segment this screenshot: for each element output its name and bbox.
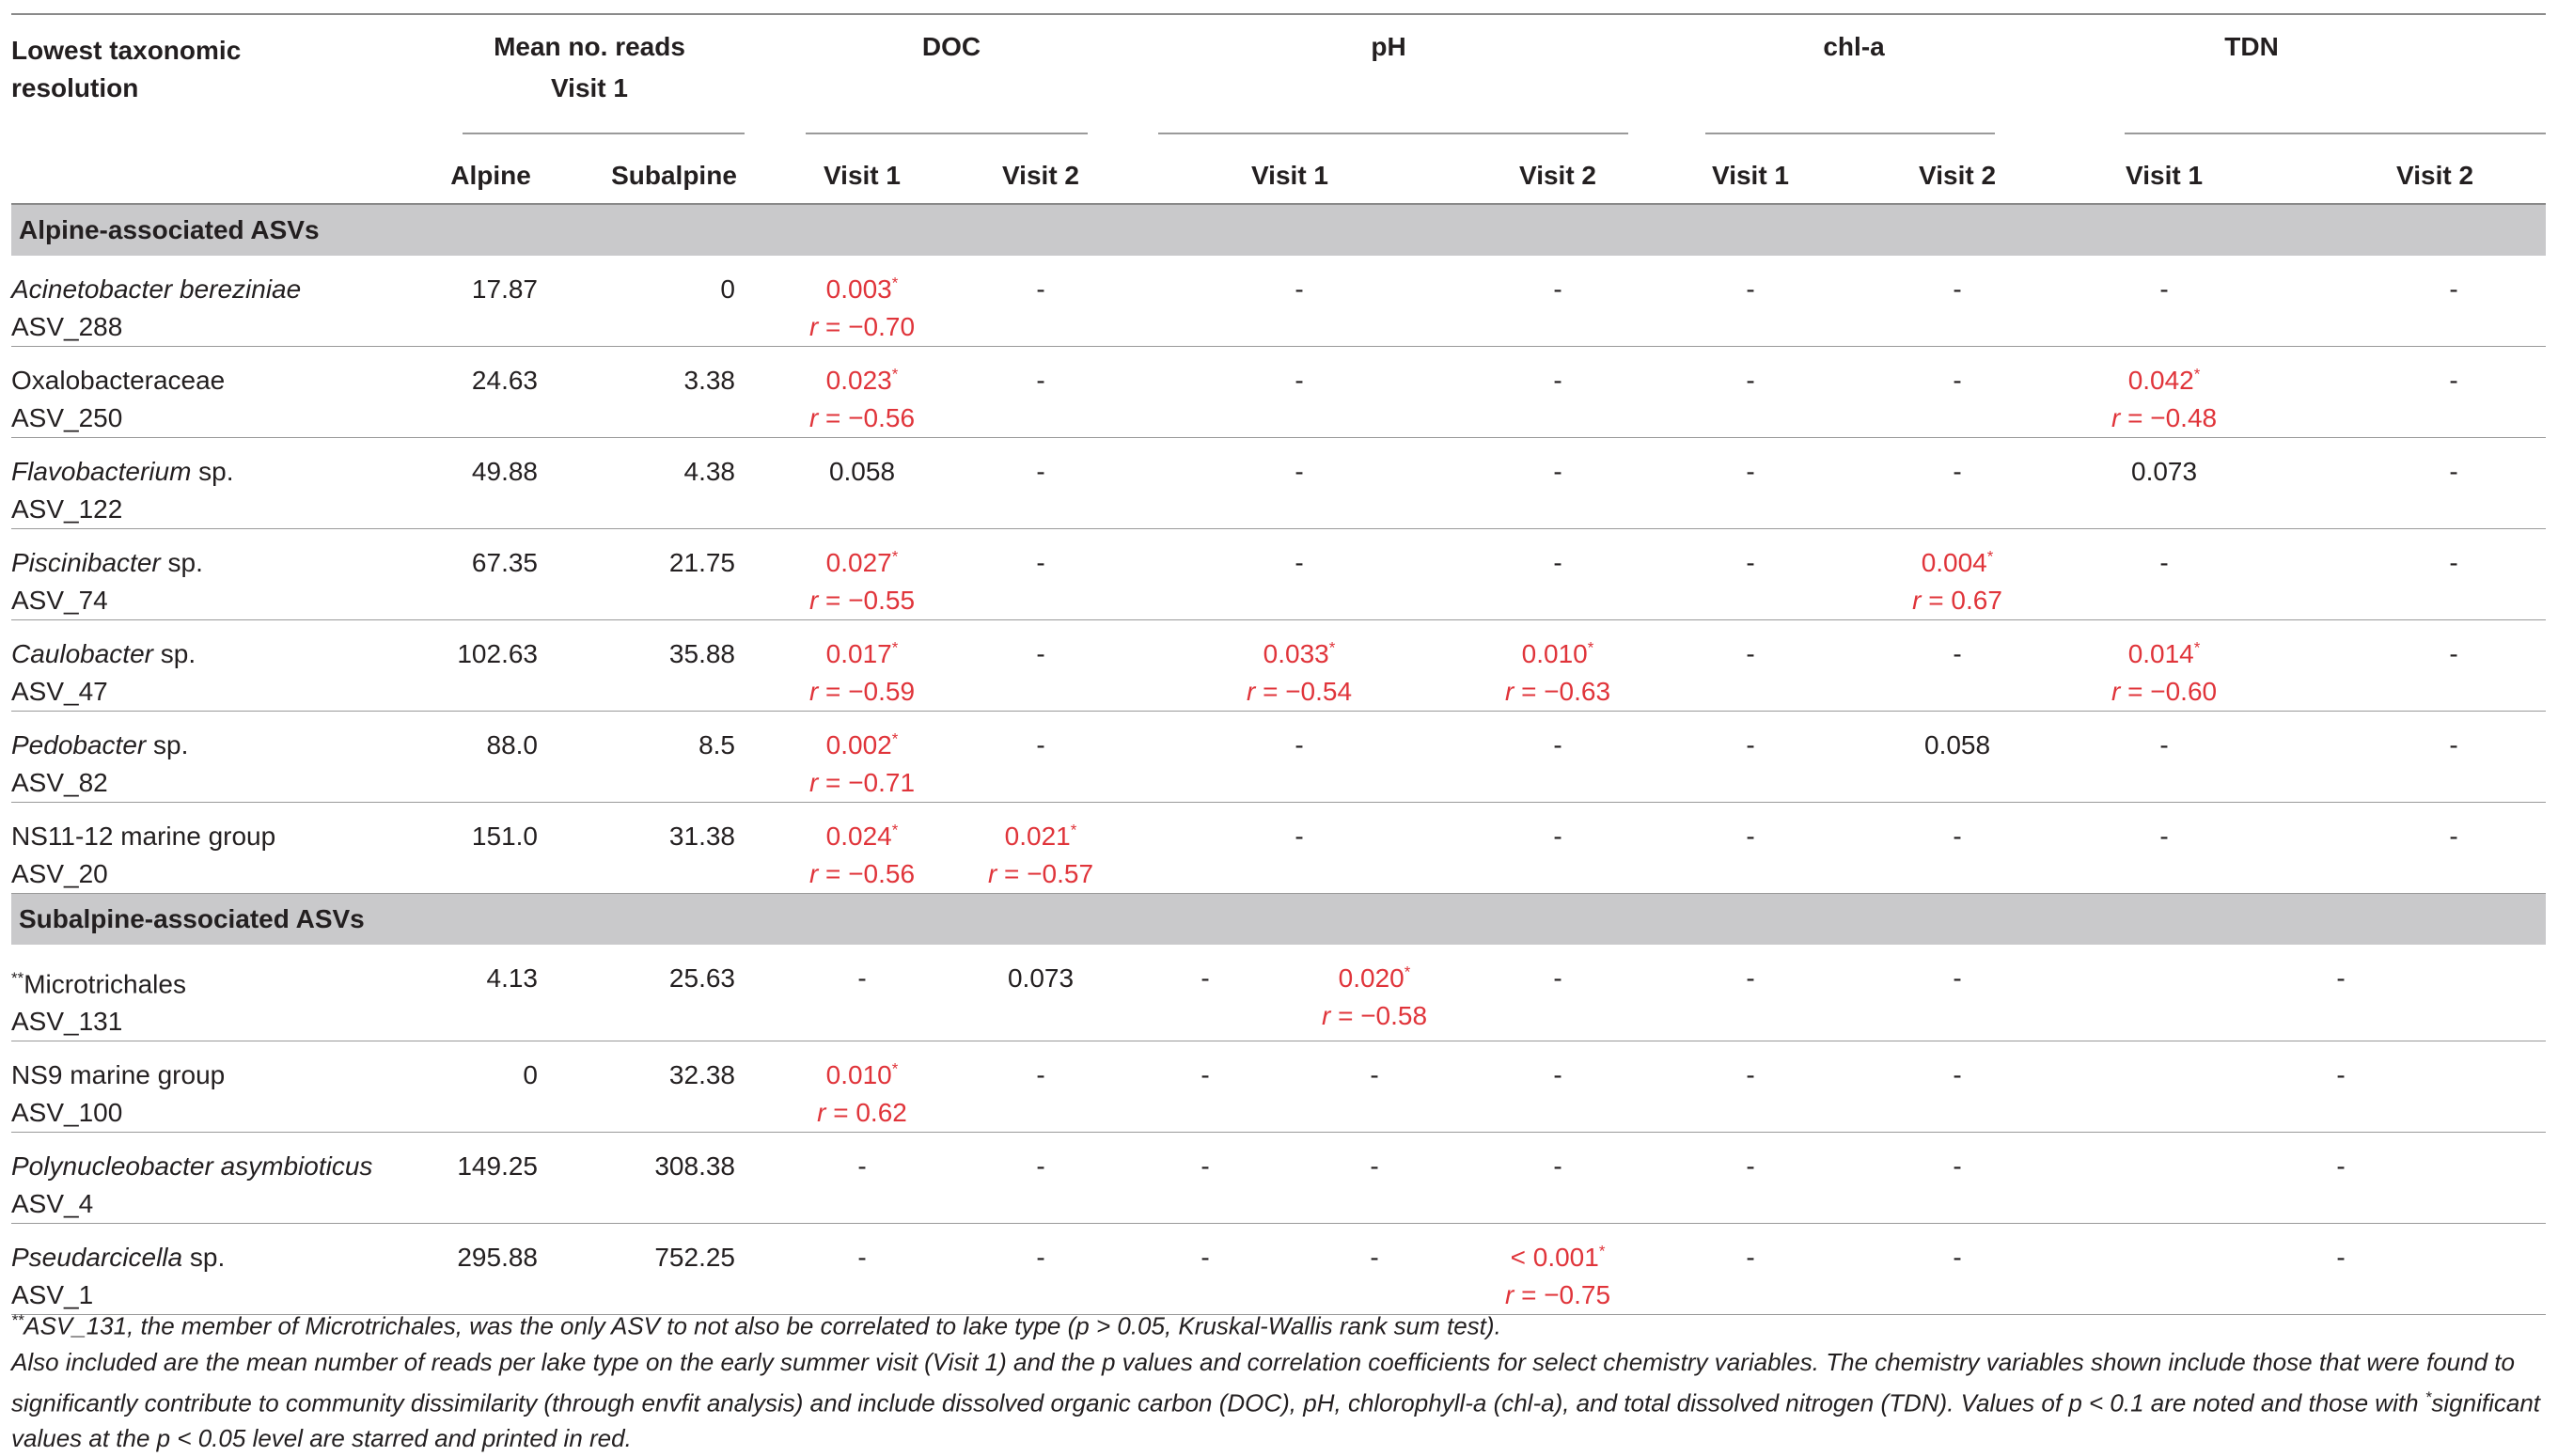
doc-visit1: [773, 1041, 951, 1133]
ph-visit1: -: [1130, 803, 1468, 894]
chla-visit1: -: [1647, 620, 1854, 712]
doc-visit1: [773, 529, 951, 620]
ph-col2: -: [1280, 1224, 1468, 1315]
r-value: r = −0.60: [2111, 677, 2218, 706]
asv-id: ASV_100: [11, 1098, 123, 1128]
taxon-name: Caulobacter sp.: [11, 639, 196, 668]
ph-col1: -: [1130, 1224, 1280, 1315]
data-table: [11, 13, 2546, 1315]
asv-id: ASV_20: [11, 859, 108, 888]
ph-visit2-subheader: Visit 2: [1468, 134, 1647, 204]
r-value: r = −0.56: [808, 859, 916, 888]
ph-col3: [1468, 1224, 1647, 1315]
doc-visit1: [773, 620, 951, 712]
subalpine-reads: 31.38: [575, 803, 773, 894]
alpine-reads: 88.0: [406, 712, 575, 803]
doc-visit2: -: [951, 438, 1130, 529]
ph-visit1: -: [1130, 347, 1468, 438]
doc-visit1: [773, 712, 951, 803]
subalpine-reads: 21.75: [575, 529, 773, 620]
subalpine-reads: 0: [575, 256, 773, 347]
taxon-name: NS9 marine group: [11, 1060, 226, 1090]
significance-star: *: [1404, 963, 1411, 981]
significance-star: *: [2193, 365, 2201, 384]
taxon-cell: [11, 620, 406, 712]
ph-visit1: -: [1130, 529, 1468, 620]
p-value: < 0.001*: [1510, 1243, 1606, 1273]
p-value: 0.004*: [1921, 547, 1994, 577]
chla-visit2: -: [1854, 347, 2061, 438]
taxon-cell: [11, 1224, 406, 1315]
p-value: 0.002*: [825, 729, 899, 759]
taxon-cell: [11, 945, 406, 1041]
r-value: r = −0.58: [1321, 1001, 1428, 1030]
section-header-subalpine: Subalpine-associated ASVs: [11, 894, 2546, 946]
mean-reads-header: Mean no. reads Visit 1: [406, 14, 773, 134]
subalpine-subheader: Subalpine: [575, 134, 773, 204]
table-row: [11, 712, 2546, 803]
chla-visit1: -: [1647, 1041, 1854, 1133]
chla-visit2: 0.058: [1854, 712, 2061, 803]
subalpine-reads: 3.38: [575, 347, 773, 438]
doc-visit1: [773, 803, 951, 894]
ph-col1: -: [1130, 1041, 1280, 1133]
chla-header: chl-a: [1647, 14, 2061, 134]
chla-visit2-subheader: Visit 2: [1854, 134, 2061, 204]
r-value: r = −0.63: [1504, 677, 1611, 706]
p-value: 0.003*: [825, 274, 899, 304]
tdn-visit2: -: [2268, 712, 2546, 803]
tdn-visit2-subheader: Visit 2: [2268, 134, 2546, 204]
doc-visit2: -: [951, 529, 1130, 620]
subalpine-reads: 308.38: [575, 1133, 773, 1224]
tdn-visit2: -: [2268, 620, 2546, 712]
r-value: r = −0.70: [808, 312, 916, 341]
empty-subheader: [11, 134, 406, 204]
alpine-reads: 0: [406, 1041, 575, 1133]
r-value: r = −0.71: [808, 768, 916, 797]
ph-visit2: -: [1468, 529, 1647, 620]
ph-col2: -: [1280, 1041, 1468, 1133]
significance-star: *: [1598, 1243, 1606, 1260]
table-row: [11, 529, 2546, 620]
tdn-visit1: -: [2061, 256, 2268, 347]
p-value: 0.017*: [825, 638, 899, 668]
alpine-reads: 151.0: [406, 803, 575, 894]
taxon-name: Flavobacterium sp.: [11, 457, 234, 486]
table-container: [11, 13, 2546, 1315]
taxon-cell: [11, 712, 406, 803]
chla-visit2: [1854, 529, 2061, 620]
table-row: [11, 347, 2546, 438]
doc-visit1: [773, 256, 951, 347]
table-row: [11, 256, 2546, 347]
alpine-reads: 149.25: [406, 1133, 575, 1224]
taxon-name: Pedobacter sp.: [11, 730, 189, 759]
header-row: [11, 14, 2546, 134]
tdn-visit1: [2061, 620, 2268, 712]
chla-visit2: -: [1854, 1041, 2061, 1133]
tdn-value: -: [2061, 945, 2546, 1041]
ph-col3: -: [1468, 1041, 1647, 1133]
significance-star: *: [891, 1060, 899, 1078]
doc-visit1: -: [773, 945, 951, 1041]
r-value: r = −0.57: [987, 859, 1094, 888]
r-value: r = −0.54: [1246, 677, 1353, 706]
chla-visit1: -: [1647, 1133, 1854, 1224]
taxon-name: NS11-12 marine group: [11, 822, 276, 851]
asv-id: ASV_250: [11, 403, 123, 432]
ph-visit1: [1130, 620, 1468, 712]
r-value: r = 0.62: [817, 1098, 907, 1128]
ph-visit1: -: [1130, 438, 1468, 529]
subalpine-reads: 35.88: [575, 620, 773, 712]
doc-visit1: [773, 347, 951, 438]
significance-star: *: [891, 274, 899, 292]
table-row: [11, 620, 2546, 712]
asv-id: ASV_47: [11, 677, 108, 706]
subalpine-reads: 25.63: [575, 945, 773, 1041]
taxon-name: Pseudarcicella sp.: [11, 1243, 226, 1273]
taxon-cell: [11, 347, 406, 438]
doc-header: DOC: [773, 14, 1130, 134]
alpine-subheader: Alpine: [406, 134, 575, 204]
chla-visit1: -: [1647, 438, 1854, 529]
p-value: 0.027*: [825, 547, 899, 577]
tdn-visit2: -: [2268, 803, 2546, 894]
table-row: [11, 1041, 2546, 1133]
doc-visit2: -: [951, 1041, 1130, 1133]
table-row: [11, 945, 2546, 1041]
significance-star: *: [1070, 821, 1077, 839]
doc-visit2: -: [951, 712, 1130, 803]
taxon-name: Oxalobacteraceae: [11, 366, 226, 395]
taxon-cell: [11, 256, 406, 347]
taxon-name: Polynucleobacter asymbioticus: [11, 1151, 373, 1182]
p-value: 0.042*: [2127, 365, 2201, 395]
r-value: r = −0.55: [808, 586, 916, 615]
p-value: 0.020*: [1338, 963, 1411, 993]
table-row: [11, 438, 2546, 529]
table-row: [11, 1133, 2546, 1224]
doc-visit2: 0.073: [951, 945, 1130, 1041]
doc-visit1-subheader: Visit 1: [773, 134, 951, 204]
doc-visit1: 0.058: [773, 438, 951, 529]
p-value: 0.023*: [825, 365, 899, 395]
chla-visit2: -: [1854, 620, 2061, 712]
p-value: 0.014*: [2127, 638, 2201, 668]
doc-visit2: -: [951, 1133, 1130, 1224]
tdn-visit1: -: [2061, 712, 2268, 803]
alpine-reads: 295.88: [406, 1224, 575, 1315]
taxon-name: Acinetobacter bereziniae: [11, 274, 302, 304]
r-value: r = −0.59: [808, 677, 916, 706]
doc-visit2: [951, 803, 1130, 894]
significance-star: *: [891, 547, 899, 566]
chla-visit2: -: [1854, 438, 2061, 529]
chla-visit1: -: [1647, 529, 1854, 620]
doc-visit2: -: [951, 256, 1130, 347]
tdn-header: TDN: [2061, 14, 2546, 134]
ph-visit2: -: [1468, 256, 1647, 347]
asv-id: ASV_288: [11, 312, 123, 341]
asv-id: ASV_4: [11, 1189, 94, 1219]
chla-visit1: -: [1647, 945, 1854, 1041]
r-value: r = −0.75: [1504, 1280, 1611, 1310]
alpine-reads: 24.63: [406, 347, 575, 438]
p-value: 0.021*: [1004, 821, 1077, 851]
ph-visit1: -: [1130, 256, 1468, 347]
taxon-cell: [11, 1133, 406, 1224]
chla-visit1: -: [1647, 256, 1854, 347]
asv-id: ASV_1: [11, 1280, 94, 1310]
ph-visit2: -: [1468, 438, 1647, 529]
chla-visit1: -: [1647, 803, 1854, 894]
doc-visit1: -: [773, 1224, 951, 1315]
ph-col1: -: [1130, 945, 1280, 1041]
ph-col2: [1280, 945, 1468, 1041]
p-value: 0.024*: [825, 821, 899, 851]
footnote-2b: significantly contribute to community dissimilarity (through envfit analysis) and include dissolved organic carbon (DOC), pH, chlorophyll-a (chl-a), and total dissolved nitrogen (TDN). Values of p < 0.1 are noted and those with *significant: [11, 1387, 2541, 1417]
alpine-reads: 49.88: [406, 438, 575, 529]
alpine-reads: 102.63: [406, 620, 575, 712]
doc-visit2-subheader: Visit 2: [951, 134, 1130, 204]
footnote-1: **ASV_131, the member of Microtrichales, was the only ASV to not also be correlated to lake type (p > 0.05, Kruskal-Wallis rank sum test).: [11, 1311, 1501, 1340]
significance-star: *: [1328, 638, 1336, 657]
taxon-cell: [11, 529, 406, 620]
tdn-visit2: -: [2268, 347, 2546, 438]
ph-header: pH: [1130, 14, 1647, 134]
r-value: r = −0.48: [2111, 403, 2218, 432]
p-value: 0.033*: [1263, 638, 1336, 668]
significance-star: *: [891, 638, 899, 657]
chla-visit1-subheader: Visit 1: [1647, 134, 1854, 204]
doc-visit1: -: [773, 1133, 951, 1224]
chla-visit2: -: [1854, 1133, 2061, 1224]
subalpine-reads: 4.38: [575, 438, 773, 529]
chla-visit2: -: [1854, 945, 2061, 1041]
alpine-reads: 17.87: [406, 256, 575, 347]
tdn-value: -: [2061, 1133, 2546, 1224]
footnotes: [11, 1303, 2550, 1456]
taxon-name: Piscinibacter sp.: [11, 548, 203, 577]
tdn-value: -: [2061, 1224, 2546, 1315]
tdn-visit1: -: [2061, 803, 2268, 894]
tdn-visit2: -: [2268, 529, 2546, 620]
significance-star: *: [891, 729, 899, 748]
tdn-visit2: -: [2268, 256, 2546, 347]
chla-visit1: -: [1647, 347, 1854, 438]
significance-star: *: [1587, 638, 1594, 657]
section-header-alpine: Alpine-associated ASVs: [11, 204, 2546, 256]
asv-id: ASV_82: [11, 768, 108, 797]
ph-visit2: -: [1468, 803, 1647, 894]
significance-star: *: [891, 821, 899, 839]
significance-star: *: [1986, 547, 1994, 566]
asv-id: ASV_131: [11, 1007, 123, 1037]
significance-star: *: [2193, 638, 2201, 657]
alpine-reads: 67.35: [406, 529, 575, 620]
chla-visit2: -: [1854, 803, 2061, 894]
alpine-section: [11, 204, 2546, 894]
footnote-2a: Also included are the mean number of reads per lake type on the early summer visit (Visit 1) and the p values and correlation coefficients for select chemistry variables. The chemistry variables shown include those that were found to: [11, 1347, 2515, 1376]
taxon-name: **Microtrichales: [11, 969, 186, 999]
p-value: 0.010*: [825, 1060, 899, 1090]
tdn-visit1-subheader: Visit 1: [2061, 134, 2268, 204]
ph-visit2: [1468, 620, 1647, 712]
taxon-cell: [11, 803, 406, 894]
doc-visit2: -: [951, 620, 1130, 712]
asv-id: ASV_74: [11, 586, 108, 615]
ph-visit1: -: [1130, 712, 1468, 803]
ph-col3: -: [1468, 1133, 1647, 1224]
r-value: r = 0.67: [1912, 586, 2002, 615]
subalpine-reads: 8.5: [575, 712, 773, 803]
taxon-cell: [11, 1041, 406, 1133]
alpine-reads: 4.13: [406, 945, 575, 1041]
doc-visit2: -: [951, 347, 1130, 438]
p-value: 0.010*: [1521, 638, 1594, 668]
taxon-cell: [11, 438, 406, 529]
tdn-visit1: 0.073: [2061, 438, 2268, 529]
tdn-visit2: -: [2268, 438, 2546, 529]
tdn-value: -: [2061, 1041, 2546, 1133]
doc-visit2: -: [951, 1224, 1130, 1315]
ph-visit1-subheader: Visit 1: [1130, 134, 1468, 204]
chla-visit1: -: [1647, 1224, 1854, 1315]
subalpine-reads: 752.25: [575, 1224, 773, 1315]
tdn-visit1: [2061, 347, 2268, 438]
ph-col2: -: [1280, 1133, 1468, 1224]
taxon-header: Lowest taxonomic resolution: [11, 36, 242, 102]
subalpine-reads: 32.38: [575, 1041, 773, 1133]
ph-visit2: -: [1468, 347, 1647, 438]
tdn-visit1: -: [2061, 529, 2268, 620]
ph-visit2: -: [1468, 712, 1647, 803]
r-value: r = −0.56: [808, 403, 916, 432]
footnote-2c: values at the p < 0.05 level are starred and printed in red.: [11, 1424, 632, 1453]
subalpine-section: [11, 894, 2546, 1315]
table-row: [11, 1224, 2546, 1315]
chla-visit1: -: [1647, 712, 1854, 803]
ph-col3: -: [1468, 945, 1647, 1041]
significance-star: *: [891, 365, 899, 384]
ph-col1: -: [1130, 1133, 1280, 1224]
asv-id: ASV_122: [11, 494, 123, 524]
subheader-row: [11, 134, 2546, 204]
table-row: [11, 803, 2546, 894]
chla-visit2: -: [1854, 256, 2061, 347]
chla-visit2: -: [1854, 1224, 2061, 1315]
